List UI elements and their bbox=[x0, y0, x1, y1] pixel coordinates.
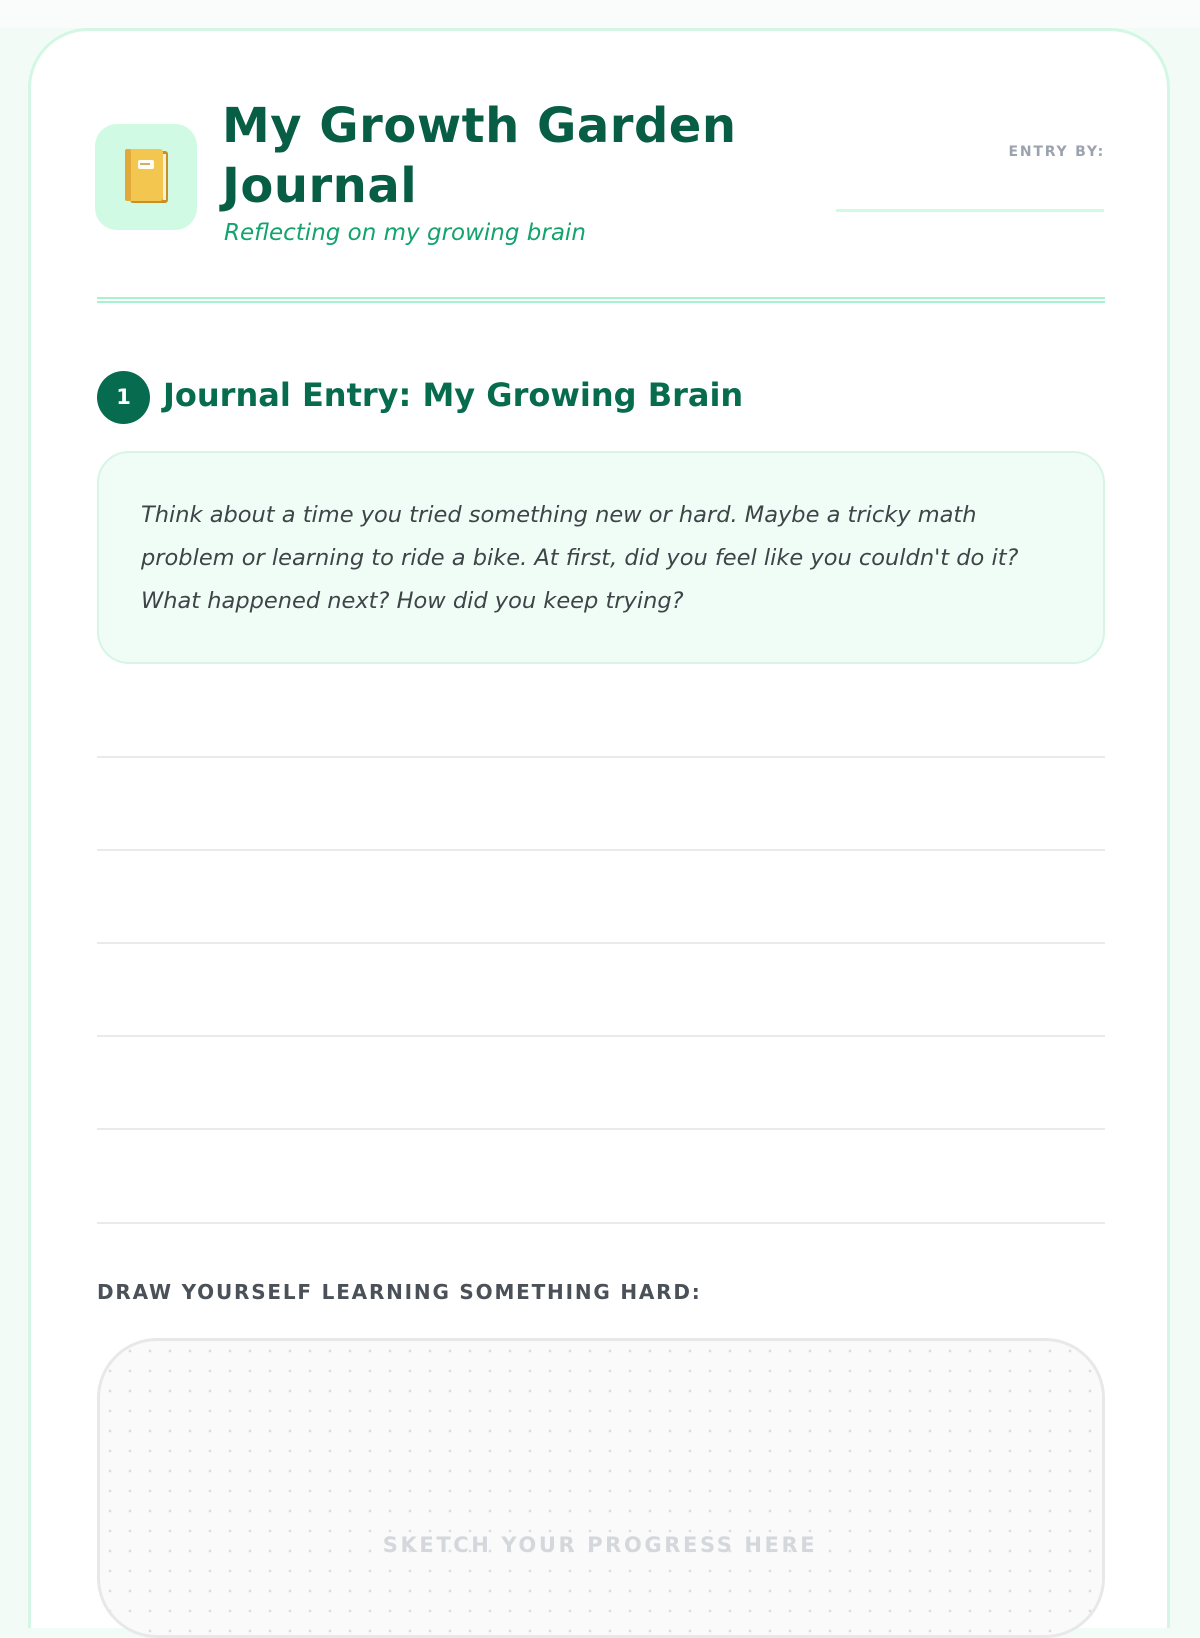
page-top-band bbox=[0, 0, 1200, 28]
journal-prompt-text: Think about a time you tried something new or hard. Maybe a tricky math problem or learning to ride a bike. At first, did you feel like you couldn't do it? What happened next? How did you keep trying? bbox=[141, 502, 1019, 614]
entry-by-field[interactable] bbox=[836, 209, 1104, 212]
section-title: Journal Entry: My Growing Brain bbox=[163, 376, 744, 414]
writing-line[interactable] bbox=[97, 1128, 1105, 1130]
entry-by-label: ENTRY BY: bbox=[1008, 144, 1105, 160]
notebook-icon bbox=[120, 146, 172, 208]
sketch-placeholder: SKETCH YOUR PROGRESS HERE bbox=[382, 1533, 818, 1557]
header-divider bbox=[97, 297, 1105, 303]
section-number-badge: 1 bbox=[97, 371, 150, 424]
drawing-label: DRAW YOURSELF LEARNING SOMETHING HARD: bbox=[97, 1280, 702, 1304]
writing-line[interactable] bbox=[97, 756, 1105, 758]
writing-line[interactable] bbox=[97, 1035, 1105, 1037]
writing-line[interactable] bbox=[97, 942, 1105, 944]
writing-line[interactable] bbox=[97, 1222, 1105, 1224]
page-subtitle: Reflecting on my growing brain bbox=[224, 220, 586, 246]
writing-line[interactable] bbox=[97, 849, 1105, 851]
journal-prompt-box bbox=[97, 451, 1105, 664]
header-icon-tile bbox=[95, 124, 197, 230]
sketch-area[interactable] bbox=[97, 1338, 1105, 1638]
page-title: My Growth Garden Journal bbox=[222, 98, 737, 214]
